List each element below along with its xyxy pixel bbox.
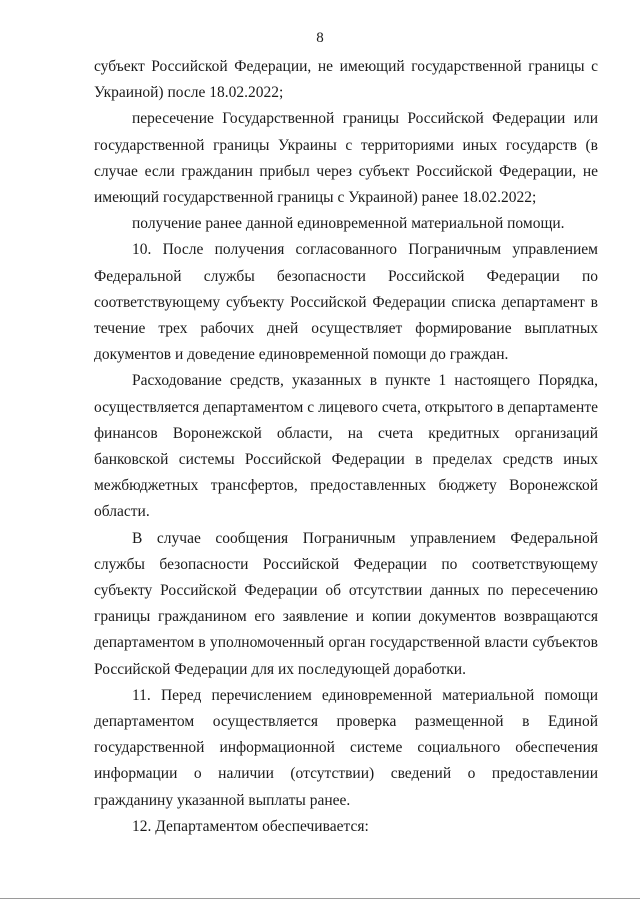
paragraph-6: В случае сообщения Пограничным управлением Федеральной службы безопасности Российской Федерации по соответствующему субъекту Российской Федерации об отсутствии данных по пересечению границы гражданином его заявление и копии документов возвращаются департаментом в уполномоченный орган государственной власти субъектов Российской Федерации для их последующей доработки. <box>94 529 598 678</box>
paragraph-3: получение ранее данной единовременной материальной помощи. <box>132 215 565 233</box>
paragraph-4: 10. После получения согласованного Пограничным управлением Федеральной службы безопасности Российской Федерации по соответствующему субъекту Российской Федерации списка департамент в течение трех рабочих дней осуществляет формирование выплатных документов и доведение единовременной помощи до граждан. <box>94 241 598 364</box>
paragraph-2: пересечение Государственной границы Российской Федерации или государственной границы Украины с территориями иных государств (в случае если гражданин прибыл через субъект Российской Федерации, не имеющий государственной границы с Украиной) ранее 18.02.2022; <box>94 110 598 207</box>
paragraph-8: 12. Департаментом обеспечивается: <box>132 817 369 835</box>
paragraph-7: 11. Перед перечислением единовременной материальной помощи департаментом осуществляется проверка размещенной в Единой государственной информационной системе социального обеспечения информации о наличии (отсутствии) сведений о предоставлении гражданину указанной выплаты ранее. <box>94 686 598 809</box>
paragraph-5: Расходование средств, указанных в пункте 1 настоящего Порядка, осуществляется департаментом с лицевого счета, открытого в департаменте финансов Воронежской области, на счета кредитных организаций банковской системы Российской Федерации в пределах средств иных межбюджетных трансфертов, предоставленных бюджету Воронежской области. <box>94 372 598 521</box>
document-body <box>94 54 598 840</box>
paragraph-1: субъект Российской Федерации, не имеющий государственной границы с Украиной) после 18.02.2022; <box>94 58 598 102</box>
page-bottom-divider <box>0 898 640 899</box>
page-number: 8 <box>316 30 324 46</box>
